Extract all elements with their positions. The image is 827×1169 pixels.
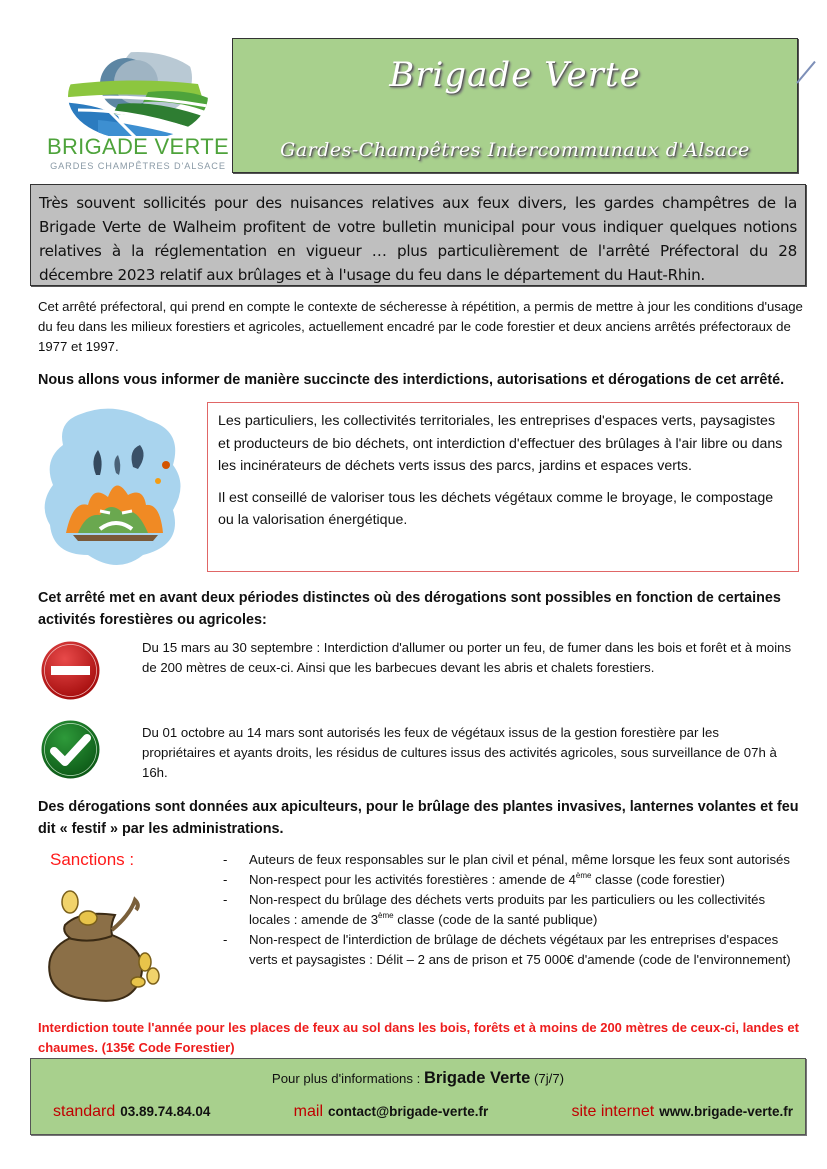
footer-brand: Brigade Verte (423, 1069, 531, 1087)
contact-phone: standard 03.89.74.84.04 (53, 1103, 211, 1120)
authorization-period-text: Du 01 octobre au 14 mars sont autorisés les feux de végétaux issus de la gestion forestière par les propriétaires et ayants droits, les résidus de cultures issus des activités agricoles, sous surveillance de 07h à 16h. (142, 725, 777, 780)
sad-bonfire-illustration (38, 405, 188, 570)
info-line: Pour plus d'informations : Brigade Verte (7j/7) (271, 1069, 565, 1087)
logo-name: BRIGADE VERTE (47, 134, 229, 159)
context-paragraph: Cet arrêté préfectoral, qui prend en compte le contexte de sécheresse à répétition, a permis de mettre à jour les conditions d'usage du feu dans les milieux forestiers et agricoles, actuellement encadré par le code forestier et deux anciens arrêtés préfectoraux de 1977 et 1997. (38, 299, 803, 354)
sanction-item: - Non-respect de l'interdiction de brûlage de déchets végétaux par les entreprises d'espaces verts et paysagistes : Délit – 2 ans de prison et 75 000€ d'amende (code de l'environnement) (222, 930, 792, 970)
decorative-line (796, 61, 816, 84)
email-link[interactable]: contact@brigade-verte.fr (328, 1104, 489, 1119)
section-heading-derogations: Des dérogations sont données aux apiculteurs, pour le brûlage des plantes invasives, lanternes volantes et feu dit « festif » par les administrations. (38, 799, 799, 837)
ban-notice-box (207, 402, 799, 572)
logo-tagline: GARDES CHAMPÊTRES D'ALSACE (50, 161, 226, 171)
banner-subtitle: Gardes-Champêtres Intercommunaux d'Alsace (280, 139, 750, 161)
brigade-verte-logo (38, 40, 238, 175)
phone-number[interactable]: 03.89.74.84.04 (120, 1104, 211, 1119)
website-link[interactable]: www.brigade-verte.fr (659, 1104, 793, 1119)
year-round-ban-warning: Interdiction toute l'année pour les places de feux au sol dans les bois, forêts et à moins de 200 mètres de ceux-ci, landes et chaumes. (135€ Code Forestier) (38, 1020, 799, 1055)
sanctions-title: Sanctions : (50, 850, 135, 869)
money-bag-icon (40, 880, 165, 1005)
money-bag-illustration (40, 880, 165, 1005)
sanctions-list (222, 850, 792, 970)
section-heading-periods: Cet arrêté met en avant deux périodes distinctes où des dérogations sont possibles en fonction de certaines activités forestières ou agricoles: (38, 590, 781, 628)
banner-title: Brigade Verte (389, 55, 641, 95)
intro-box: Très souvent sollicités pour des nuisances relatives aux feux divers, les gardes champêtres de la Brigade Verte de Walheim profitent de votre bulletin municipal pour vous indiquer quelques notions relatives à la réglementation en vigueur … plus particulièrement de l'arrêté Préfectoral du 28 décembre 2023 relatif aux brûlages et à l'usage du feu dans le département du Haut-Rhin. (30, 184, 806, 286)
section-heading-info: Nous allons vous informer de manière succincte des interdictions, autorisations et dérogations de cet arrêté. (38, 372, 785, 388)
sanction-item: - Non-respect pour les activités forestières : amende de 4ème classe (code forestier) (222, 870, 792, 890)
sanction-item: - Non-respect du brûlage des déchets verts produits par les particuliers ou les collectivités locales : amende de 3ème classe (code de la santé publique) (222, 890, 792, 930)
contact-footer (30, 1058, 806, 1135)
contact-website: site internet www.brigade-verte.fr (571, 1103, 793, 1120)
ban-notice-text: Les particuliers, les collectivités territoriales, les entreprises d'espaces verts, paysagistes et producteurs de bio déchets, ont interdiction d'effectuer des brûlages à l'air libre ou dans les incinérateurs de déchets verts issus des parcs, jardins et espaces verts. (218, 413, 783, 474)
contact-mail: mail contact@brigade-verte.fr (293, 1103, 489, 1120)
sanction-item: - Auteurs de feux responsables sur le plan civil et pénal, même lorsque les feux sont autorisés (222, 850, 792, 870)
advice-text: Il est conseillé de valoriser tous les déchets végétaux comme le broyage, le compostage ou la valorisation énergétique. (218, 489, 774, 528)
check-icon (40, 719, 101, 780)
prohibition-period-text: Du 15 mars au 30 septembre : Interdiction d'allumer ou porter un feu, de fumer dans les bois et forêt et à moins de 200 mètres de ceux-ci. Ainsi que les barbecues devant les abris et chalets forestiers. (142, 640, 792, 675)
bonfire-icon (38, 405, 188, 570)
contact-line (53, 1103, 793, 1121)
landscape-logo-icon (38, 40, 238, 136)
no-entry-icon (40, 640, 101, 701)
header-banner (232, 38, 798, 173)
